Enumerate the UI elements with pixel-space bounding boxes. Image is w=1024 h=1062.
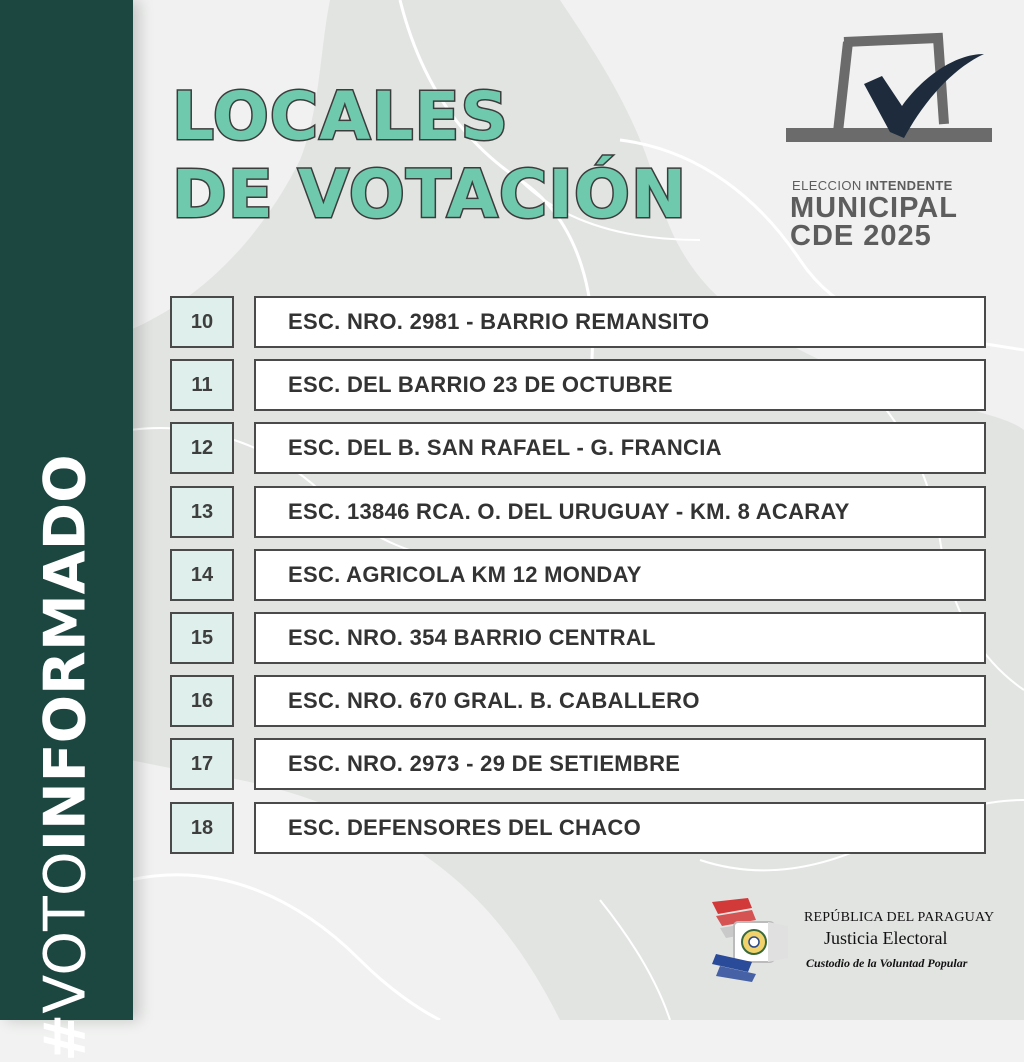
election-logo-line-2: MUNICIPAL [790,192,958,224]
election-logo [786,28,992,252]
local-name: ESC. AGRICOLA KM 12 MONDAY [254,549,986,601]
hashtag-vertical [32,454,99,1062]
local-number: 11 [170,359,234,411]
local-row [170,296,990,352]
local-number: 12 [170,422,234,474]
election-logo-line-1 [792,178,953,193]
local-number: 18 [170,802,234,854]
justicia-electoral-name: Justicia Electoral [824,928,948,948]
local-name: ESC. NRO. 2981 - BARRIO REMANSITO [254,296,986,348]
local-row [170,802,990,858]
local-name: ESC. NRO. 2973 - 29 DE SETIEMBRE [254,738,986,790]
local-number: 10 [170,296,234,348]
page-title-line-2: DE VOTACIÓN [172,156,688,233]
local-row [170,422,990,478]
local-number: 15 [170,612,234,664]
election-logo-prefix: ELECCION [792,178,866,193]
justicia-electoral-emblem-icon [708,896,792,984]
page-title-line-1: LOCALES [172,78,509,155]
hashtag-symbol: # [32,1013,99,1062]
local-row [170,359,990,415]
hashtag-word-informado: INFORMADO [32,454,99,852]
justicia-electoral-logo [708,896,1004,988]
justicia-electoral-country: REPÚBLICA DEL PARAGUAY [804,910,995,925]
local-name: ESC. NRO. 354 BARRIO CENTRAL [254,612,986,664]
local-row [170,612,990,668]
local-number: 14 [170,549,234,601]
local-row [170,675,990,731]
election-logo-intendente: INTENDENTE [865,178,953,193]
ballot-box-check-icon [786,28,992,178]
election-logo-line-3: CDE 2025 [790,220,932,252]
local-number: 13 [170,486,234,538]
local-name: ESC. NRO. 670 GRAL. B. CABALLERO [254,675,986,727]
local-row [170,738,990,794]
local-number: 17 [170,738,234,790]
local-name: ESC. DEFENSORES DEL CHACO [254,802,986,854]
local-name: ESC. DEL BARRIO 23 DE OCTUBRE [254,359,986,411]
local-name: ESC. 13846 RCA. O. DEL URUGUAY - KM. 8 ACARAY [254,486,986,538]
sidebar [0,0,133,1062]
local-row [170,549,990,605]
justicia-electoral-motto: Custodio de la Voluntad Popular [806,956,968,970]
local-name: ESC. DEL B. SAN RAFAEL - G. FRANCIA [254,422,986,474]
hashtag-word-voto: VOTO [32,851,99,1014]
local-row [170,486,990,542]
local-number: 16 [170,675,234,727]
